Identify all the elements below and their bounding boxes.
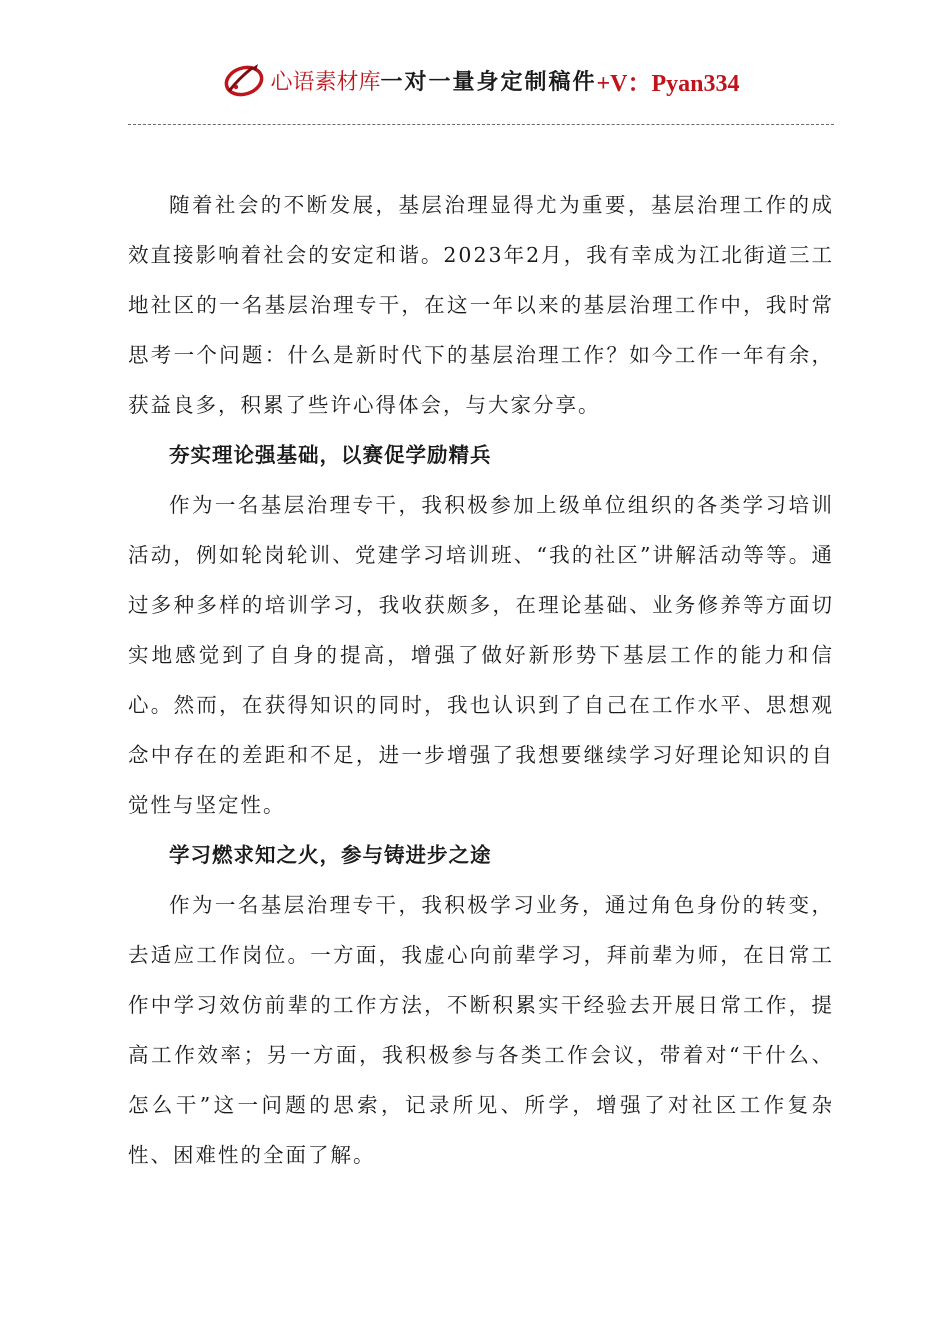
intro-paragraph: 随着社会的不断发展，基层治理显得尤为重要，基层治理工作的成效直接影响着社会的安定和谐。2023年2月，我有幸成为江北街道三工地社区的一名基层治理专干，在这一年以来的基层治理工作中，我时常思考一个问题：什么是新时代下的基层治理工作？如今工作一年有余，获益良多，积累了些许心得体会，与大家分享。 [128, 193, 834, 417]
section-heading-1: 夯实理论强基础，以赛促学励精兵 [169, 443, 492, 467]
section-paragraph-1: 作为一名基层治理专干，我积极参加上级单位组织的各类学习培训活动，例如轮岗轮训、党建学习培训班、“我的社区”讲解活动等等。通过多种多样的培训学习，我收获颇多，在理论基础、业务修养等方面切实地感觉到了自身的提高，增强了做好新形势下基层工作的能力和信心。然而，在获得知识的同时，我也认识到了自己在工作水平、思想观念中存在的差距和不足，进一步增强了我想要继续学习好理论知识的自觉性与坚定性。 [128, 493, 834, 817]
header-contact: +V：Pyan334 [596, 70, 740, 97]
section-heading-2: 学习燃求知之火，参与铸进步之途 [169, 843, 492, 867]
header-divider [128, 124, 834, 125]
brand-name: 心语素材库 [270, 69, 381, 95]
document-body [128, 180, 834, 1180]
header-tagline: 一对一量身定制稿件 [380, 68, 597, 95]
brush-stroke-logo-icon [222, 60, 268, 100]
section-paragraph-2: 作为一名基层治理专干，我积极学习业务，通过角色身份的转变，去适应工作岗位。一方面，我虚心向前辈学习，拜前辈为师，在日常工作中学习效仿前辈的工作方法，不断积累实干经验去开展日常工作，提高工作效率；另一方面，我积极参与各类工作会议，带着对“干什么、怎么干”这一问题的思索，记录所见、所学，增强了对社区工作复杂性、困难性的全面了解。 [128, 893, 834, 1167]
page-header [128, 56, 834, 104]
